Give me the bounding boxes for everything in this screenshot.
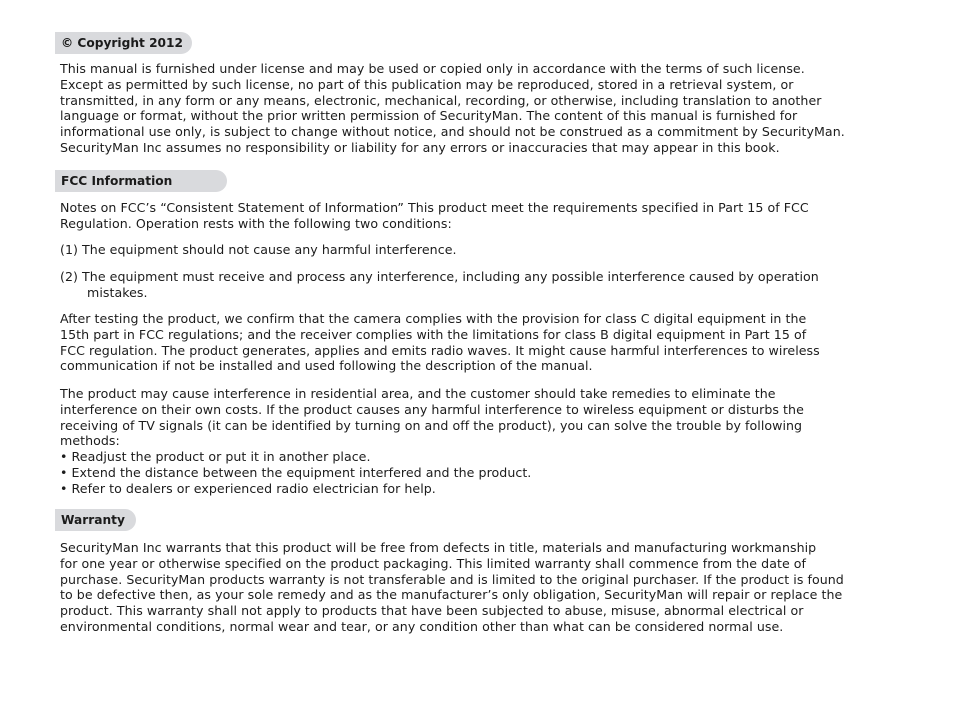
fcc-remedies-paragraph [60,386,940,497]
text-line: environmental conditions, normal wear and tear, or any condition other than what can be considered normal use. [60,618,784,634]
text-line: This manual is furnished under license and may be used or copied only in accordance with the terms of such license. [60,61,805,76]
fcc-testing-paragraph [60,311,940,374]
text-line: to be defective then, as your sole remedy and as the manufacturer’s only obligation, SecurityMan will repair or replace the [60,587,843,603]
fcc-intro-paragraph [60,200,940,232]
text-line: (2) The equipment must receive and process any interference, including any possible interference caused by operation [60,269,819,284]
text-line: language or format, without the prior written permission of SecurityMan. The content of this manual is furnished for [60,108,798,124]
text-line: (1) The equipment should not cause any harmful interference. [60,242,457,257]
bullet-item: • Extend the distance between the equipment interfered and the product. [60,464,532,480]
warranty-heading: Warranty [55,509,136,531]
fcc-condition-1 [60,242,940,258]
text-line: mistakes. [87,284,148,300]
text-line: methods: [60,433,120,449]
fcc-condition-2 [60,269,940,301]
text-line: product. This warranty shall not apply to products that have been subjected to abuse, misuse, abnormal electrical or [60,603,804,619]
text-line: purchase. SecurityMan products warranty is not transferable and is limited to the original purchaser. If the product is found [60,571,844,587]
text-line: communication if not be installed and used following the description of the manual. [60,358,593,374]
fcc-heading: FCC Information [55,170,227,192]
text-line: The product may cause interference in residential area, and the customer should take remedies to eliminate the [60,386,776,401]
text-line: FCC regulation. The product generates, applies and emits radio waves. It might cause harmful interferences to wireless [60,342,820,358]
text-line: Regulation. Operation rests with the following two conditions: [60,215,452,231]
text-line: interference on their own costs. If the product causes any harmful interference to wireless equipment or disturbs the [60,401,804,417]
text-line: SecurityMan Inc warrants that this product will be free from defects in title, materials and manufacturing workmanship [60,540,817,555]
copyright-paragraph [60,61,940,156]
text-line: receiving of TV signals (it can be identified by turning on and off the product), you can solve the trouble by following [60,417,803,433]
warranty-paragraph [60,540,940,635]
text-line: for one year or otherwise specified on the product packaging. This limited warranty shall commence from the date of [60,555,807,571]
text-line: Notes on FCC’s “Consistent Statement of Information” This product meet the requirements specified in Part 15 of FCC [60,200,809,215]
text-line: Except as permitted by such license, no part of this publication may be reproduced, stored in a retrieval system, or [60,76,794,92]
text-line: transmitted, in any form or any means, electronic, mechanical, recording, or otherwise, including translation to another [60,92,822,108]
text-line: informational use only, is subject to change without notice, and should not be construed as a commitment by SecurityMan. [60,124,845,140]
bullet-item: • Readjust the product or put it in another place. [60,449,371,465]
bullet-item: • Refer to dealers or experienced radio electrician for help. [60,480,436,496]
copyright-heading: © Copyright 2012 [55,32,192,54]
text-line: SecurityMan Inc assumes no responsibility or liability for any errors or inaccuracies that may appear in this book. [60,139,780,155]
text-line: After testing the product, we confirm that the camera complies with the provision for class C digital equipment in the [60,311,807,326]
text-line: 15th part in FCC regulations; and the receiver complies with the limitations for class B digital equipment in Part 15 of [60,326,807,342]
